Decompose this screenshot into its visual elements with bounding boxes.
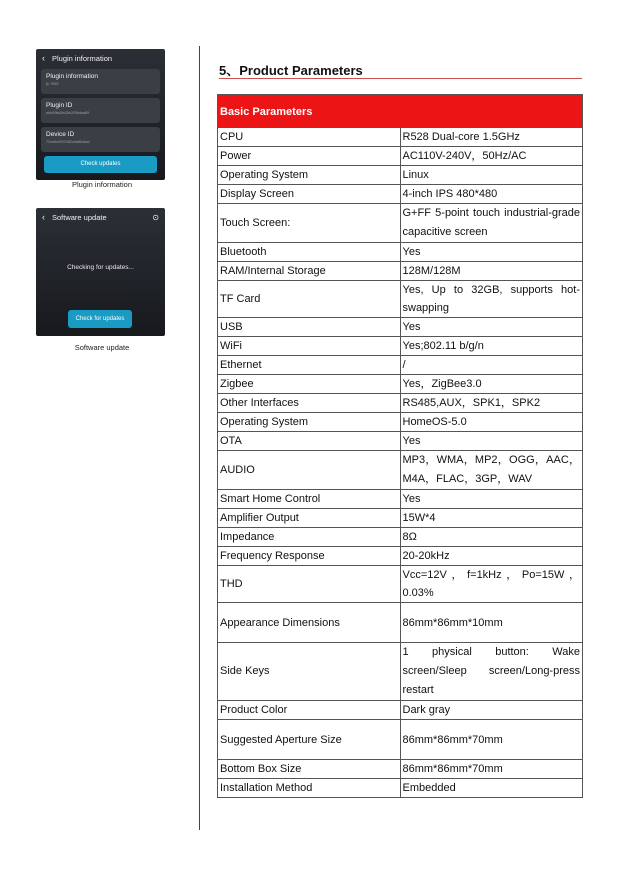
- table-row: [218, 356, 583, 375]
- param-value: R528 Dual-core 1.5GHz: [400, 128, 583, 147]
- table-row: [218, 394, 583, 413]
- param-name: Ethernet: [218, 356, 401, 375]
- check-updates-button: Check updates: [44, 156, 157, 173]
- band-title: Basic Parameters: [218, 95, 583, 128]
- column-divider: [199, 46, 200, 830]
- param-name: RAM/Internal Storage: [218, 262, 401, 281]
- param-name: Display Screen: [218, 185, 401, 204]
- table-row: [218, 185, 583, 204]
- table-row: [218, 262, 583, 281]
- checking-status: Checking for updates...: [67, 264, 134, 271]
- table-row: [218, 432, 583, 451]
- table-row: [218, 701, 583, 720]
- table-row: [218, 243, 583, 262]
- table-row: [218, 509, 583, 528]
- param-value: Yes;802.11 b/g/n: [400, 337, 583, 356]
- param-value: 86mm*86mm*10mm: [400, 603, 583, 643]
- param-name: Amplifier Output: [218, 509, 401, 528]
- param-value: /: [400, 356, 583, 375]
- software-update-topbar: [36, 208, 165, 226]
- card-label: Plugin ID: [46, 102, 73, 109]
- table-row: [218, 779, 583, 798]
- param-value: 15W*4: [400, 509, 583, 528]
- table-row: [218, 490, 583, 509]
- card-label: Plugin information: [46, 73, 99, 80]
- param-value: 128M/128M: [400, 262, 583, 281]
- table-row: [218, 603, 583, 643]
- param-name: Operating System: [218, 166, 401, 185]
- param-value: Dark gray: [400, 701, 583, 720]
- param-value: 1 physical button: Wake screen/Sleep screen/Long-press restart: [400, 643, 583, 701]
- param-value: 86mm*86mm*70mm: [400, 720, 583, 760]
- table-row: [218, 281, 583, 318]
- software-update-screenshot: [36, 208, 165, 336]
- plugin-info-screenshot: [36, 49, 165, 180]
- param-name: Impedance: [218, 528, 401, 547]
- param-name: Appearance Dimensions: [218, 603, 401, 643]
- param-name: TF Card: [218, 281, 401, 318]
- param-name: Bottom Box Size: [218, 760, 401, 779]
- param-name: Suggested Aperture Size: [218, 720, 401, 760]
- param-name: WiFi: [218, 337, 401, 356]
- table-row: [218, 528, 583, 547]
- param-name: Frequency Response: [218, 547, 401, 566]
- heading-rule: [219, 78, 582, 79]
- table-row: [218, 166, 583, 185]
- table-row: [218, 760, 583, 779]
- table-row: [218, 318, 583, 337]
- param-name: Zigbee: [218, 375, 401, 394]
- plugin-info-topbar: [36, 49, 165, 67]
- table-row: [218, 128, 583, 147]
- software-update-caption: Software update: [74, 343, 130, 352]
- param-value: Yes: [400, 432, 583, 451]
- table-row: [218, 147, 583, 166]
- product-parameters-table: [217, 94, 583, 798]
- card-value: ebb59fa2b43fc205bfaa89: [46, 111, 90, 115]
- section-heading: 5、Product Parameters: [219, 63, 363, 78]
- back-chevron-icon: ‹: [42, 53, 45, 63]
- settings-circle-icon: ⊙: [152, 212, 159, 222]
- table-row: [218, 451, 583, 490]
- table-row: [218, 566, 583, 603]
- param-value: Embedded: [400, 779, 583, 798]
- param-name: USB: [218, 318, 401, 337]
- param-name: Installation Method: [218, 779, 401, 798]
- table-band-row: [218, 95, 583, 128]
- plugin-id-card: [41, 98, 160, 123]
- table-row: [218, 375, 583, 394]
- param-value: 20-20kHz: [400, 547, 583, 566]
- device-id-card: [41, 127, 160, 152]
- param-value: 8Ω: [400, 528, 583, 547]
- param-value: Yes，ZigBee3.0: [400, 375, 583, 394]
- param-name: CPU: [218, 128, 401, 147]
- table-row: [218, 547, 583, 566]
- param-value: MP3，WMA，MP2，OGG，AAC，M4A，FLAC，3GP，WAV: [400, 451, 583, 490]
- table-row: [218, 720, 583, 760]
- param-name: OTA: [218, 432, 401, 451]
- param-value: Vcc=12V，f=1kHz，Po=15W，0.03%: [400, 566, 583, 603]
- param-value: HomeOS-5.0: [400, 413, 583, 432]
- param-name: Product Color: [218, 701, 401, 720]
- param-name: Side Keys: [218, 643, 401, 701]
- table-row: [218, 337, 583, 356]
- param-name: Power: [218, 147, 401, 166]
- plugin-info-card: [41, 69, 160, 94]
- table-row: [218, 413, 583, 432]
- param-value: AC110V-240V，50Hz/AC: [400, 147, 583, 166]
- param-value: Yes: [400, 318, 583, 337]
- table-row: [218, 643, 583, 701]
- plugin-info-title: Plugin information: [52, 53, 113, 63]
- param-value: RS485,AUX，SPK1，SPK2: [400, 394, 583, 413]
- param-value: Yes: [400, 243, 583, 262]
- param-name: Other Interfaces: [218, 394, 401, 413]
- param-name: Operating System: [218, 413, 401, 432]
- param-name: Touch Screen:: [218, 204, 401, 243]
- param-value: 86mm*86mm*70mm: [400, 760, 583, 779]
- card-value: 72ce8c90f7082c0af6c8ad: [46, 140, 90, 144]
- card-label: Device ID: [46, 131, 75, 138]
- plugin-info-caption: Plugin information: [71, 180, 133, 189]
- back-chevron-icon: ‹: [42, 212, 45, 222]
- param-value: G+FF 5-point touch industrial-grade capacitive screen: [400, 204, 583, 243]
- param-value: Linux: [400, 166, 583, 185]
- software-update-title: Software update: [52, 212, 107, 222]
- param-name: THD: [218, 566, 401, 603]
- param-value: Yes, Up to 32GB, supports hot-swapping: [400, 281, 583, 318]
- check-for-updates-button: Check for updates: [68, 310, 132, 328]
- param-name: Bluetooth: [218, 243, 401, 262]
- param-name: Smart Home Control: [218, 490, 401, 509]
- param-name: AUDIO: [218, 451, 401, 490]
- table-row: [218, 204, 583, 243]
- param-value: Yes: [400, 490, 583, 509]
- card-value: fy 7065: [46, 82, 59, 86]
- param-value: 4-inch IPS 480*480: [400, 185, 583, 204]
